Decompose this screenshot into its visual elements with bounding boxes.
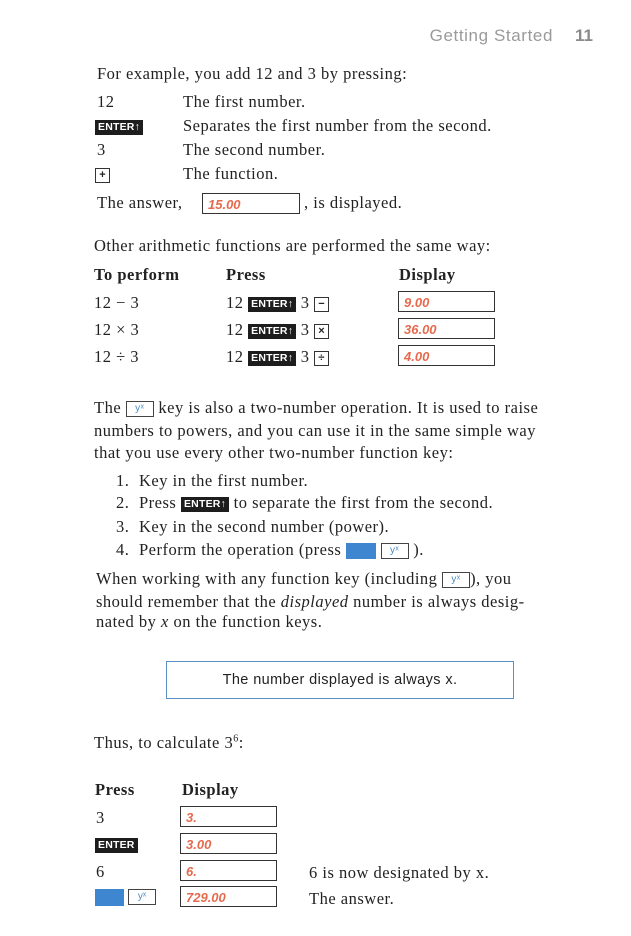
display-cell: 9.00 (398, 291, 495, 312)
list-item-text: Press ENTER↑ to separate the first from the second. (139, 493, 494, 512)
enter-key-icon: ENTER↑ (181, 497, 229, 512)
press-cell: 12 ENTER↑ 3 − (226, 293, 329, 313)
example-step-desc: The function. (183, 164, 279, 183)
display-para-line2: should remember that the displayed number is always desig- (96, 592, 525, 611)
yx-key-icon: yˣ (442, 572, 470, 588)
press-cell: 3 (96, 808, 105, 827)
list-item-text: Perform the operation (press yˣ ). (139, 540, 424, 559)
blue-shift-key-icon (346, 543, 376, 559)
display-cell: 36.00 (398, 318, 495, 339)
perform-cell: 12 ÷ 3 (94, 347, 140, 366)
comment-cell: 6 is now designated by x. (309, 863, 490, 882)
example-step-key: 3 (97, 140, 106, 159)
press-cell: 12 ENTER↑ 3 ÷ (226, 347, 329, 367)
list-item-text: Key in the first number. (139, 471, 309, 490)
answer-display: 15.00 (202, 193, 300, 214)
press-cell: 12 ENTER↑ 3 × (226, 320, 329, 340)
enter-key-icon: ENTER↑ (248, 297, 296, 312)
col-header-perform: To perform (94, 265, 180, 284)
yx-key-icon: yˣ (126, 401, 154, 417)
col-header-display: Display (399, 265, 456, 284)
enter-key-icon: ENTER (95, 836, 138, 854)
display-cell: 6. (180, 860, 277, 881)
col-header-press: Press (95, 780, 135, 799)
display-cell: 4.00 (398, 345, 495, 366)
display-cell: 3.00 (180, 833, 277, 854)
example-step-desc: The first number. (183, 92, 306, 111)
press-cell: 6 (96, 862, 105, 881)
example-step-desc: The second number. (183, 140, 326, 159)
col-header-display: Display (182, 780, 239, 799)
page-number: 11 (575, 26, 593, 45)
display-cell: 3. (180, 806, 277, 827)
example-step-desc: Separates the first number from the second. (183, 116, 492, 135)
yx-key-icon: yˣ (381, 543, 409, 559)
perform-cell: 12 × 3 (94, 320, 140, 339)
calc-intro: Thus, to calculate $3^6$: (94, 733, 244, 752)
power-para-line2: numbers to powers, and you can use it in the same simple way (94, 421, 536, 440)
page-header-title: Getting Started (429, 26, 553, 45)
minus-key-icon: − (314, 297, 329, 312)
example-step-key: 12 (97, 92, 115, 111)
list-number: 4. (116, 540, 130, 559)
display-para-line1: When working with any function key (including yˣ ), you (96, 569, 512, 588)
power-para-line1: The yˣ key is also a two-number operation. It is used to raise (94, 398, 539, 417)
example-intro: For example, you add 12 and 3 by pressing: (97, 64, 408, 83)
yx-key-icon: yˣ (128, 889, 156, 905)
press-cell (95, 888, 156, 906)
answer-suffix: , is displayed. (304, 193, 403, 212)
answer-prefix: The answer, (97, 193, 183, 212)
perform-cell: 12 − 3 (94, 293, 140, 312)
col-header-press: Press (226, 265, 266, 284)
display-cell: 729.00 (180, 886, 277, 907)
arithmetic-intro: Other arithmetic functions are performed the same way: (94, 236, 491, 255)
power-para-line3: that you use every other two-number function key: (94, 443, 454, 462)
list-item-text: Key in the second number (power). (139, 517, 390, 536)
list-number: 1. (116, 471, 130, 490)
plus-key-icon: + (95, 166, 110, 184)
note-box: The number displayed is always x. (166, 661, 514, 699)
divide-key-icon: ÷ (314, 351, 329, 366)
enter-key-icon: ENTER↑ (248, 351, 296, 366)
enter-key-icon: ENTER↑ (248, 324, 296, 339)
comment-cell: The answer. (309, 889, 395, 908)
display-para-line3: nated by x on the function keys. (96, 612, 323, 631)
blue-shift-key-icon (95, 889, 124, 906)
list-number: 2. (116, 493, 130, 512)
enter-key-icon: ENTER↑ (95, 118, 143, 136)
times-key-icon: × (314, 324, 329, 339)
list-number: 3. (116, 517, 130, 536)
